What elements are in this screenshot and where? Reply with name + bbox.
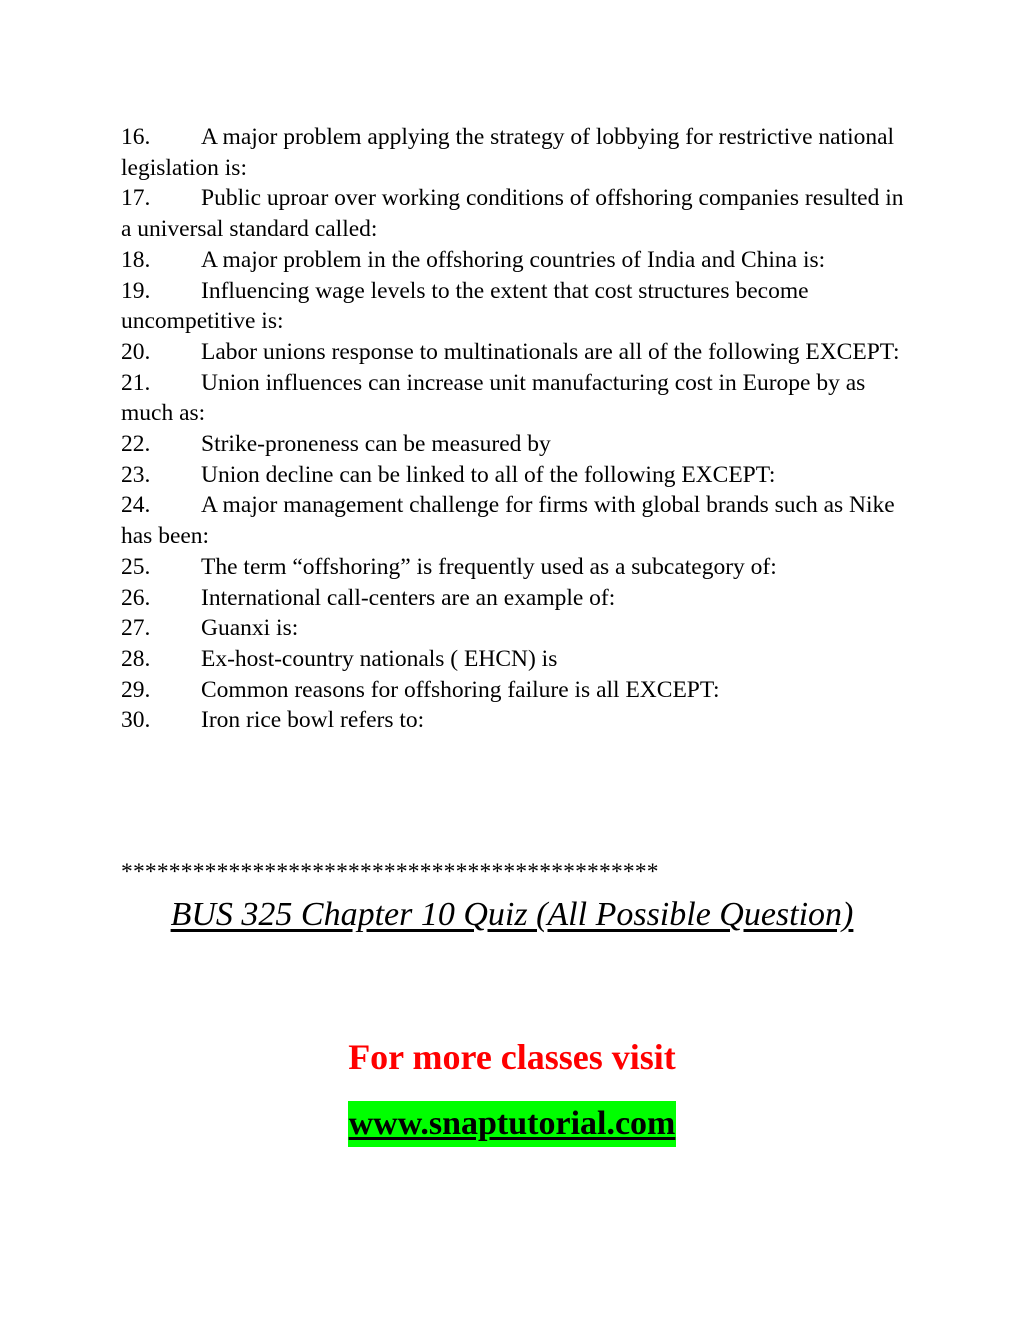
question-text: Public uproar over working conditions of offshoring companies resulted in a universal standard called: xyxy=(121,185,904,243)
question-item xyxy=(121,675,911,706)
website-link[interactable]: www.snaptutorial.com xyxy=(348,1101,677,1147)
question-item xyxy=(121,183,911,244)
question-text: International call-centers are an example of: xyxy=(201,584,616,611)
question-item xyxy=(121,613,911,644)
question-number: 30. xyxy=(121,707,151,734)
question-text: Union influences can increase unit manufacturing cost in Europe by as much as: xyxy=(121,369,866,427)
question-number: 25. xyxy=(121,553,151,580)
question-text: Union decline can be linked to all of the following EXCEPT: xyxy=(201,461,776,488)
question-item xyxy=(121,583,911,614)
question-number: 19. xyxy=(121,277,151,304)
question-number: 16. xyxy=(121,124,151,150)
question-item xyxy=(121,460,911,491)
question-text: The term “offshoring” is frequently used as a subcategory of: xyxy=(201,553,777,580)
question-text: A major problem in the offshoring countries of India and China is: xyxy=(201,246,826,273)
question-item xyxy=(121,276,911,337)
question-number: 22. xyxy=(121,431,151,458)
question-number: 21. xyxy=(121,369,151,396)
question-number: 27. xyxy=(121,615,151,642)
question-list xyxy=(121,122,911,736)
question-number: 23. xyxy=(121,461,151,488)
link-container xyxy=(0,1101,1024,1147)
question-item xyxy=(121,490,911,551)
question-text: Labor unions response to multinationals are all of the following EXCEPT: xyxy=(201,338,900,365)
question-number: 24. xyxy=(121,492,151,519)
question-number: 28. xyxy=(121,645,151,672)
question-item xyxy=(121,245,911,276)
question-item xyxy=(121,552,911,583)
question-item xyxy=(121,429,911,460)
question-item xyxy=(121,644,911,675)
question-item xyxy=(121,368,911,429)
question-number: 26. xyxy=(121,584,151,611)
question-number: 17. xyxy=(121,185,151,212)
question-item xyxy=(121,705,911,736)
question-item xyxy=(121,122,911,183)
question-number: 20. xyxy=(121,338,151,365)
question-text: Common reasons for offshoring failure is all EXCEPT: xyxy=(201,676,720,703)
question-text: A major problem applying the strategy of lobbying for restrictive national legislation is: xyxy=(121,124,895,181)
visit-heading: For more classes visit xyxy=(348,1037,676,1077)
question-text: A major management challenge for firms with global brands such as Nike has been: xyxy=(121,492,895,550)
question-item xyxy=(121,337,911,368)
question-text: Strike-proneness can be measured by xyxy=(201,431,551,458)
question-text: Influencing wage levels to the extent that cost structures become uncompetitive is: xyxy=(121,277,809,335)
quiz-title-link[interactable]: BUS 325 Chapter 10 Quiz (All Possible Question) xyxy=(170,896,854,933)
question-text: Iron rice bowl refers to: xyxy=(201,707,425,734)
separator-stars: ********************************************* xyxy=(121,859,659,885)
question-text: Ex-host-country nationals ( EHCN) is xyxy=(201,645,558,672)
question-number: 29. xyxy=(121,676,151,703)
question-number: 18. xyxy=(121,246,151,273)
question-text: Guanxi is: xyxy=(201,615,299,642)
